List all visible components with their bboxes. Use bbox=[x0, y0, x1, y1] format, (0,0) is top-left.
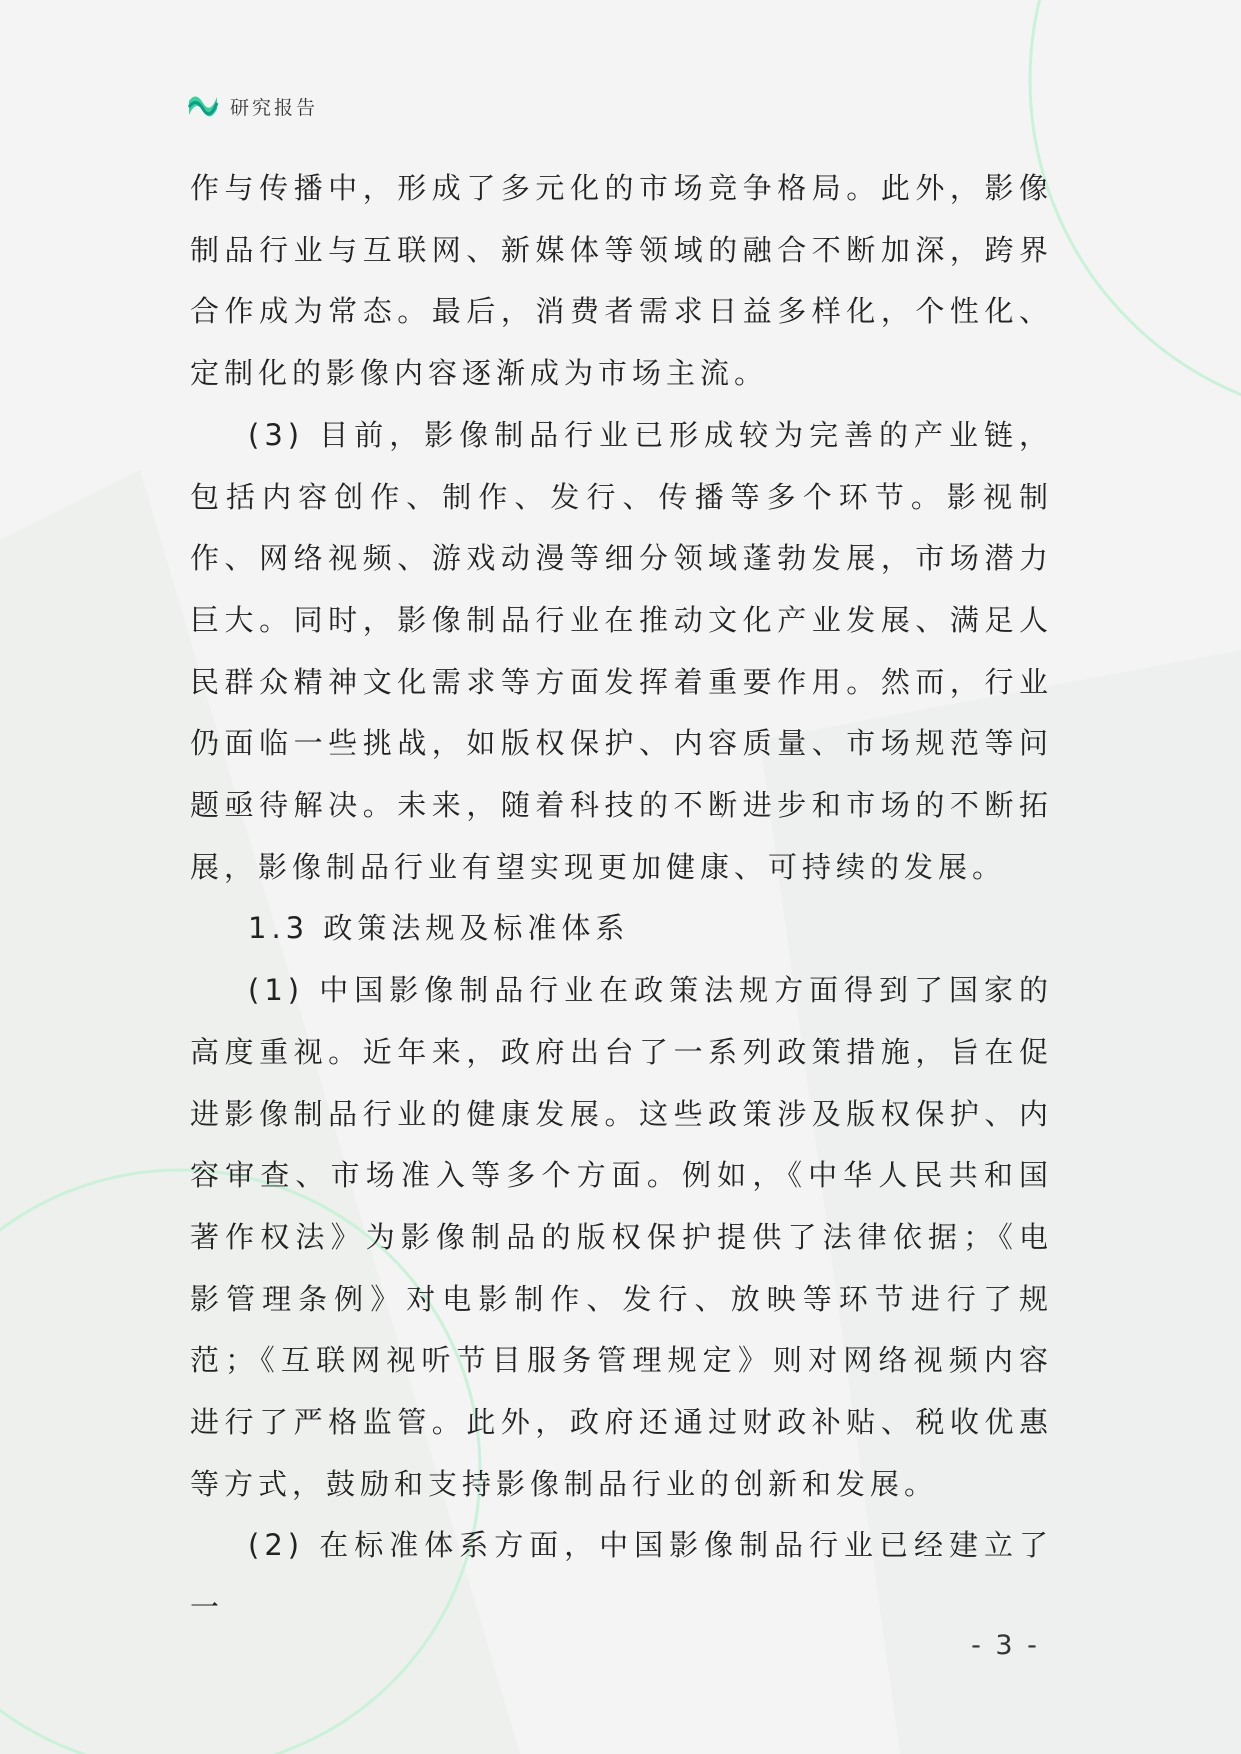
document-body bbox=[190, 158, 1053, 1639]
section-heading: 1.3 政策法规及标准体系 bbox=[248, 911, 630, 946]
header-title: 研究报告 bbox=[230, 96, 319, 119]
paragraph-2: (2) 在标准体系方面，中国影像制品行业已经建立了一 bbox=[190, 1528, 1053, 1625]
paragraph-3: (3) 目前，影像制品行业已形成较为完善的产业链，包括内容创作、制作、发行、传播等多个环节。影视制作、网络视频、游戏动漫等细分领域蓬勃发展，市场潜力巨大。同时，影像制品行业在推动文化产业发展、满足人民群众精神文化需求等方面发挥着重要作用。然而，行业仍面临一些挑战，如版权保护、内容质量、市场规范等问题亟待解决。未来，随着科技的不断进步和市场的不断拓展，影像制品行业有望实现更加健康、可持续的发展。 bbox=[190, 417, 1053, 884]
paragraph-continued: 作与传播中，形成了多元化的市场竞争格局。此外，影像制品行业与互联网、新媒体等领域的融合不断加深，跨界合作成为常态。最后，消费者需求日益多样化，个性化、定制化的影像内容逐渐成为市场主流。 bbox=[190, 171, 1053, 391]
logo-icon bbox=[186, 89, 220, 123]
page-number: - 3 - bbox=[971, 1630, 1040, 1661]
report-header bbox=[186, 89, 318, 123]
paragraph-1: (1) 中国影像制品行业在政策法规方面得到了国家的高度重视。近年来，政府出台了一系列政策措施，旨在促进影像制品行业的健康发展。这些政策涉及版权保护、内容审查、市场准入等多个方面。例如，《中华人民共和国著作权法》为影像制品的版权保护提供了法律依据；《电影管理条例》对电影制作、发行、放映等环节进行了规范；《互联网视听节目服务管理规定》则对网络视频内容进行了严格监管。此外，政府还通过财政补贴、税收优惠等方式，鼓励和支持影像制品行业的创新和发展。 bbox=[190, 973, 1053, 1501]
